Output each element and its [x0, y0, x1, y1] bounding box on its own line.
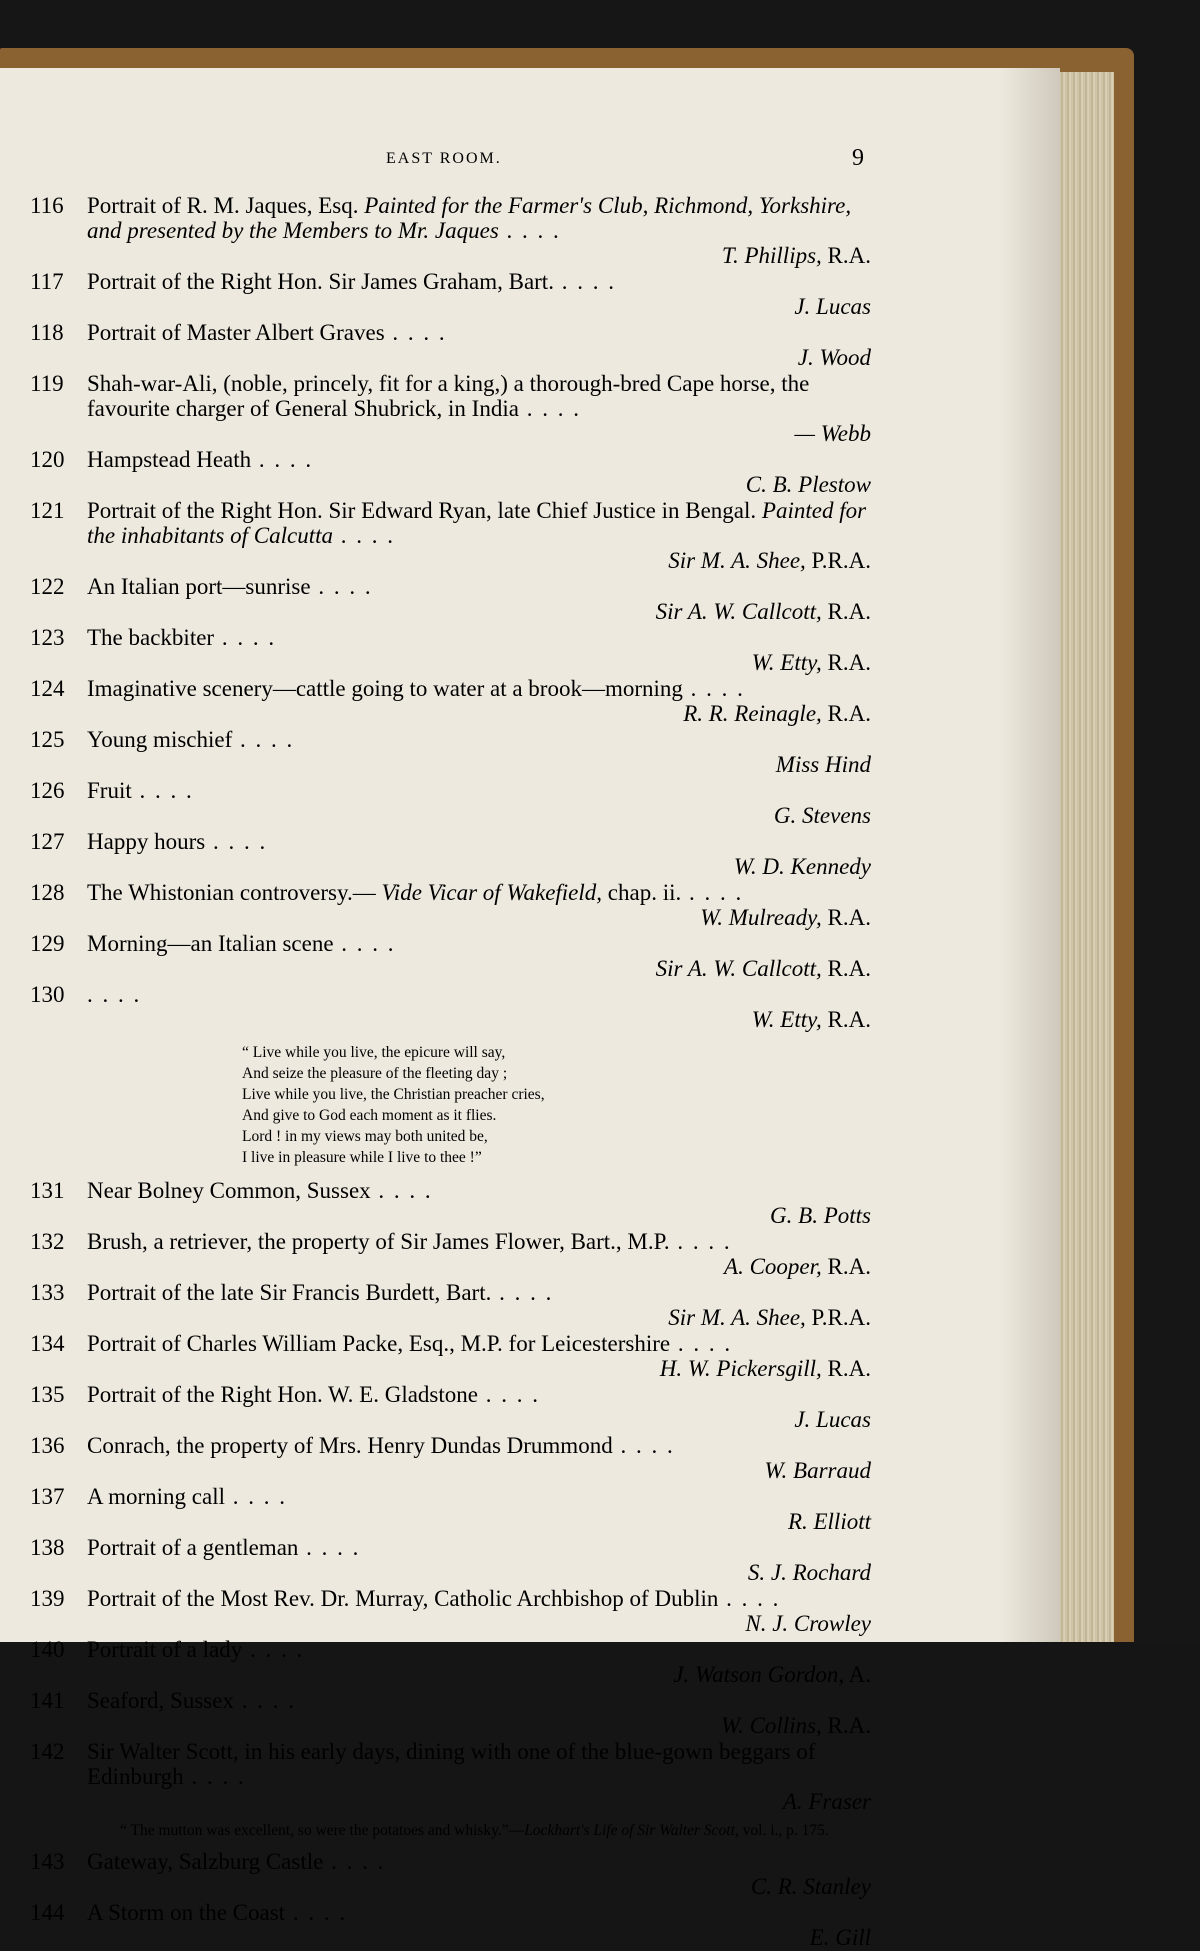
running-head: EAST ROOM. — [386, 150, 502, 167]
catalogue-entry — [30, 727, 880, 777]
academy-suffix: P.R.A. — [811, 548, 871, 573]
artist-name: N. J. Crowley — [745, 1611, 871, 1636]
entry-title: Young mischief — [87, 727, 233, 752]
entry-number: 119 — [30, 371, 64, 396]
verse-line: I live in pleasure while I live to thee !” — [242, 1149, 482, 1166]
verse-line: And seize the pleasure of the fleeting day ; — [242, 1065, 508, 1082]
artist-name: W. Collins, — [721, 1713, 822, 1738]
entry-text — [87, 1229, 880, 1279]
artist-name: G. B. Potts — [770, 1203, 871, 1228]
catalogue-entry — [30, 269, 880, 319]
academy-suffix: R.A. — [827, 1254, 871, 1279]
catalogue-entry — [30, 1229, 880, 1279]
leader-dots: . . . . — [477, 1382, 540, 1407]
artist-name: R. Elliott — [787, 1509, 871, 1534]
catalogue-entry — [30, 1688, 880, 1738]
catalogue-entry — [30, 1586, 880, 1636]
artist-line — [87, 1007, 874, 1032]
entry-number: 141 — [30, 1688, 65, 1713]
leader-dots: . . . . — [131, 778, 194, 803]
entry-text — [87, 320, 880, 370]
entry-tail: chap. ii. — [607, 880, 682, 905]
artist-name: G. Stevens — [773, 803, 871, 828]
academy-suffix: R.A. — [827, 243, 871, 268]
entry-title: Sir Walter Scott, in his early days, dining with one of the blue-gown beggars of Edinburgh — [87, 1739, 816, 1789]
entry-number: 124 — [30, 676, 65, 701]
leader-dots: . . . . — [242, 1637, 305, 1662]
artist-line — [87, 243, 874, 268]
artist-line — [87, 472, 874, 497]
catalogue-entry — [30, 1535, 880, 1585]
page-number: 9 — [852, 145, 864, 171]
artist-name: R. R. Reinagle, — [683, 701, 822, 726]
entry-text — [87, 1433, 880, 1483]
artist-name: A. Fraser — [782, 1789, 871, 1814]
artist-line — [87, 345, 874, 370]
catalogue-entry — [30, 931, 880, 981]
artist-line — [87, 1560, 874, 1585]
entry-number: 121 — [30, 498, 65, 523]
leader-dots: . . . . — [670, 1331, 733, 1356]
leader-dots: . . . . — [232, 727, 295, 752]
entry-title: Portrait of the late Sir Francis Burdett, Bart. — [87, 1280, 492, 1305]
artist-line — [87, 1789, 874, 1814]
entry-number: 140 — [30, 1637, 65, 1662]
leader-dots: . . . . — [491, 1280, 554, 1305]
leader-dots: . . . . — [285, 1900, 348, 1925]
academy-suffix: R.A. — [827, 650, 871, 675]
entry-number: 131 — [30, 1178, 65, 1203]
leader-dots: . . . . — [384, 320, 447, 345]
leader-dots: . . . . — [214, 625, 277, 650]
entry-text — [87, 1280, 880, 1330]
artist-line — [87, 548, 874, 573]
entry-title: Hampstead Heath — [87, 447, 252, 472]
academy-suffix: P.R.A. — [811, 1305, 871, 1330]
entry-number: 132 — [30, 1229, 65, 1254]
entry-note: Painted for the Farmer's Club, Richmond, Yorkshire, and presented by the Members to Mr. Jaques — [87, 193, 852, 243]
artist-line — [87, 294, 874, 319]
artist-name: T. Phillips, — [721, 243, 822, 268]
verse-line: And give to God each moment as it flies. — [242, 1107, 497, 1124]
catalogue-entry — [30, 1484, 880, 1534]
artist-name: Sir M. A. Shee, — [668, 1305, 806, 1330]
quote-text: “ The mutton was excellent, so were the potatoes and whisky.”— — [120, 1822, 525, 1839]
entry-text — [87, 1900, 880, 1950]
entry-title: Portrait of the Right Hon. Sir James Graham, Bart. — [87, 269, 554, 294]
artist-name: Sir M. A. Shee, — [668, 548, 806, 573]
entry-text — [87, 676, 880, 726]
entry-title: Portrait of the Right Hon. W. E. Gladstone — [87, 1382, 478, 1407]
entry-note: Vide Vicar of Wakefield, — [381, 880, 603, 905]
entry-title: Happy hours — [87, 829, 206, 854]
catalogue-entry — [30, 1637, 880, 1687]
entry-text — [87, 1535, 880, 1585]
catalogue-entry — [30, 1739, 880, 1814]
catalogue-entry — [30, 1900, 880, 1950]
entry-number: 142 — [30, 1739, 65, 1764]
entry-number: 123 — [30, 625, 65, 650]
entry-number: 117 — [30, 269, 64, 294]
entry-text — [87, 193, 880, 268]
artist-name: W. Mulready, — [700, 905, 822, 930]
leader-dots: . . . . — [681, 880, 744, 905]
entry-title: An Italian port—sunrise — [87, 574, 311, 599]
artist-line — [87, 854, 874, 879]
artist-line — [87, 1611, 874, 1636]
leader-dots: . . . . — [298, 1535, 361, 1560]
catalogue-entry — [30, 193, 880, 268]
artist-name: Sir A. W. Callcott, — [655, 956, 822, 981]
entry-title: Imaginative scenery—cattle going to water at a brook—morning — [87, 676, 683, 701]
catalogue-entry — [30, 1382, 880, 1432]
artist-line — [87, 1874, 874, 1899]
entry-text — [87, 1637, 880, 1687]
entry-text — [87, 1739, 880, 1814]
artist-line — [87, 752, 874, 777]
catalogue-entry — [30, 371, 880, 446]
page-shadow — [1000, 68, 1060, 1642]
catalogue-entry — [30, 1331, 880, 1381]
entry-title: Fruit — [87, 778, 132, 803]
entry-title: Shah-war-Ali, (noble, princely, fit for a king,) a thorough-bred Cape horse, the favourite charger of General Shubrick, in India — [87, 371, 810, 421]
catalogue-entry — [30, 982, 880, 1032]
entry-number: 138 — [30, 1535, 65, 1560]
artist-name: J. Lucas — [794, 1407, 871, 1432]
artist-name: E. Gill — [809, 1925, 871, 1950]
artist-line — [87, 1925, 874, 1950]
artist-name: C. B. Plestow — [745, 472, 871, 497]
artist-name: W. Etty, — [751, 1007, 822, 1032]
entry-text — [87, 574, 880, 624]
entry-title: Portrait of the Right Hon. Sir Edward Ryan, late Chief Justice in Bengal. — [87, 498, 757, 523]
verse-line: Live while you live, the Christian preacher cries, — [242, 1086, 545, 1103]
verse-quotation — [242, 1042, 880, 1168]
entry-number: 127 — [30, 829, 65, 854]
quote-source: Lockhart's Life of Sir Walter Scott, — [524, 1822, 739, 1839]
entry-number: 122 — [30, 574, 65, 599]
leader-dots: . . . . — [370, 1178, 433, 1203]
entry-text — [87, 982, 880, 1032]
entry-number: 139 — [30, 1586, 65, 1611]
artist-line — [87, 599, 874, 624]
artist-line — [87, 956, 874, 981]
entry-title: Near Bolney Common, Sussex — [87, 1178, 371, 1203]
entry-number: 144 — [30, 1900, 65, 1925]
leader-dots: . . . . — [233, 1688, 296, 1713]
catalogue-list — [30, 193, 880, 1951]
leader-dots: . . . . — [333, 931, 396, 956]
entry-number: 134 — [30, 1331, 65, 1356]
catalogue-entry — [30, 320, 880, 370]
entry-text — [87, 1331, 880, 1381]
entry-text — [87, 371, 880, 446]
leader-dots: . . . . — [612, 1433, 675, 1458]
catalogue-entry — [30, 829, 880, 879]
artist-name: J. Lucas — [794, 294, 871, 319]
catalogue-entry — [30, 1280, 880, 1330]
leader-dots: . . . . — [553, 269, 616, 294]
artist-name: — Webb — [794, 421, 871, 446]
artist-line — [87, 1203, 874, 1228]
entry-title: Portrait of Charles William Packe, Esq., M.P. for Leicestershire — [87, 1331, 671, 1356]
leader-dots: . . . . — [183, 1764, 246, 1789]
leader-dots: . . . . — [224, 1484, 287, 1509]
entry-title: Portrait of Master Albert Graves — [87, 320, 385, 345]
entry-text — [87, 1849, 880, 1899]
leader-dots: . . . . — [310, 574, 373, 599]
entry-number: 120 — [30, 447, 65, 472]
leader-dots: . . . . — [682, 676, 745, 701]
catalogue-entry — [30, 778, 880, 828]
artist-name: A. Cooper, — [724, 1254, 822, 1279]
entry-number: 128 — [30, 880, 65, 905]
entry-number: 129 — [30, 931, 65, 956]
artist-name: J. Wood — [797, 345, 871, 370]
artist-name: Miss Hind — [775, 752, 871, 777]
catalogue-entry — [30, 1433, 880, 1483]
entry-title: A Storm on the Coast — [87, 1900, 286, 1925]
artist-line — [87, 1356, 874, 1381]
entry-text — [87, 727, 880, 777]
artist-name: J. Watson Gordon, — [673, 1662, 845, 1687]
entry-title: A morning call — [87, 1484, 225, 1509]
entry-number: 135 — [30, 1382, 65, 1407]
catalogue-entry — [30, 498, 880, 573]
verse-line: “ Live while you live, the epicure will say, — [242, 1044, 506, 1061]
entry-text — [87, 1484, 880, 1534]
artist-name: C. R. Stanley — [750, 1874, 871, 1899]
entry-title: The backbiter — [87, 625, 215, 650]
artist-line — [87, 701, 874, 726]
artist-line — [87, 650, 874, 675]
academy-suffix: R.A. — [827, 1713, 871, 1738]
leader-dots: . . . . — [518, 396, 581, 421]
entry-text — [87, 269, 880, 319]
leader-dots: . . . . — [251, 447, 314, 472]
artist-name: Sir A. W. Callcott, — [655, 599, 822, 624]
entry-title: Brush, a retriever, the property of Sir James Flower, Bart., M.P. — [87, 1229, 670, 1254]
entry-text — [87, 447, 880, 497]
artist-line — [87, 905, 874, 930]
artist-line — [87, 1458, 874, 1483]
catalogue-entry — [30, 1178, 880, 1228]
entry-number: 116 — [30, 193, 64, 218]
entry-number: 133 — [30, 1280, 65, 1305]
entry-title: Morning—an Italian scene — [87, 931, 334, 956]
artist-line — [87, 1407, 874, 1432]
artist-line — [87, 421, 874, 446]
entry-text — [87, 625, 880, 675]
artist-line — [87, 803, 874, 828]
academy-suffix: R.A. — [827, 599, 871, 624]
entry-text — [87, 1178, 880, 1228]
leader-dots: . . . . — [669, 1229, 732, 1254]
verse-line: Lord ! in my views may both united be, — [242, 1128, 488, 1145]
artist-name: H. W. Pickersgill, — [659, 1356, 822, 1381]
artist-name: W. D. Kennedy — [733, 854, 871, 879]
entry-text — [87, 1382, 880, 1432]
entry-note: Painted for the inhabitants of Calcutta — [87, 498, 867, 548]
entry-number: 125 — [30, 727, 65, 752]
entry-text — [87, 1688, 880, 1738]
entry-title: Portrait of a lady — [87, 1637, 243, 1662]
entry-text — [87, 880, 880, 930]
entry-text — [87, 778, 880, 828]
leader-dots: . . . . — [323, 1849, 386, 1874]
academy-suffix: R.A. — [827, 701, 871, 726]
quote-ref: vol. i., p. 175. — [742, 1822, 829, 1839]
entry-title: Portrait of a gentleman — [87, 1535, 299, 1560]
academy-suffix: R.A. — [827, 1356, 871, 1381]
artist-name: W. Barraud — [764, 1458, 871, 1483]
catalogue-entry — [30, 880, 880, 930]
catalogue-entry — [30, 676, 880, 726]
academy-suffix: R.A. — [827, 956, 871, 981]
artist-line — [87, 1509, 874, 1534]
entry-number: 118 — [30, 320, 64, 345]
entry-title: Portrait of the Most Rev. Dr. Murray, Catholic Archbishop of Dublin — [87, 1586, 719, 1611]
academy-suffix: R.A. — [827, 1007, 871, 1032]
catalogue-entry — [30, 625, 880, 675]
academy-suffix: A. — [848, 1662, 871, 1687]
scott-quotation — [120, 1820, 880, 1841]
entry-number: 137 — [30, 1484, 65, 1509]
academy-suffix: R.A. — [827, 905, 871, 930]
entry-title: Seaford, Sussex — [87, 1688, 234, 1713]
entry-number: 136 — [30, 1433, 65, 1458]
entry-number: 143 — [30, 1849, 65, 1874]
entry-title: Gateway, Salzburg Castle — [87, 1849, 324, 1874]
entry-text — [87, 931, 880, 981]
artist-line — [87, 1305, 874, 1330]
leader-dots: . . . . — [332, 523, 395, 548]
catalogue-entry — [30, 1849, 880, 1899]
entry-title: The Whistonian controversy.— — [87, 880, 376, 905]
leader-dots: . . . . — [498, 218, 561, 243]
entry-title: Portrait of R. M. Jaques, Esq. — [87, 193, 359, 218]
entry-title: Conrach, the property of Mrs. Henry Dundas Drummond — [87, 1433, 613, 1458]
entry-number: 126 — [30, 778, 65, 803]
catalogue-entry — [30, 447, 880, 497]
artist-line — [87, 1713, 874, 1738]
entry-text — [87, 498, 880, 573]
artist-name: S. J. Rochard — [747, 1560, 871, 1585]
artist-name: W. Etty, — [751, 650, 822, 675]
leader-dots: . . . . — [205, 829, 268, 854]
entry-text — [87, 829, 880, 879]
entry-number: 130 — [30, 982, 65, 1007]
leader-dots: . . . . — [718, 1586, 781, 1611]
artist-line — [87, 1254, 874, 1279]
artist-line — [87, 1662, 874, 1687]
entry-text — [87, 1586, 880, 1636]
catalogue-entry — [30, 574, 880, 624]
leader-dots: . . . . — [87, 982, 142, 1007]
